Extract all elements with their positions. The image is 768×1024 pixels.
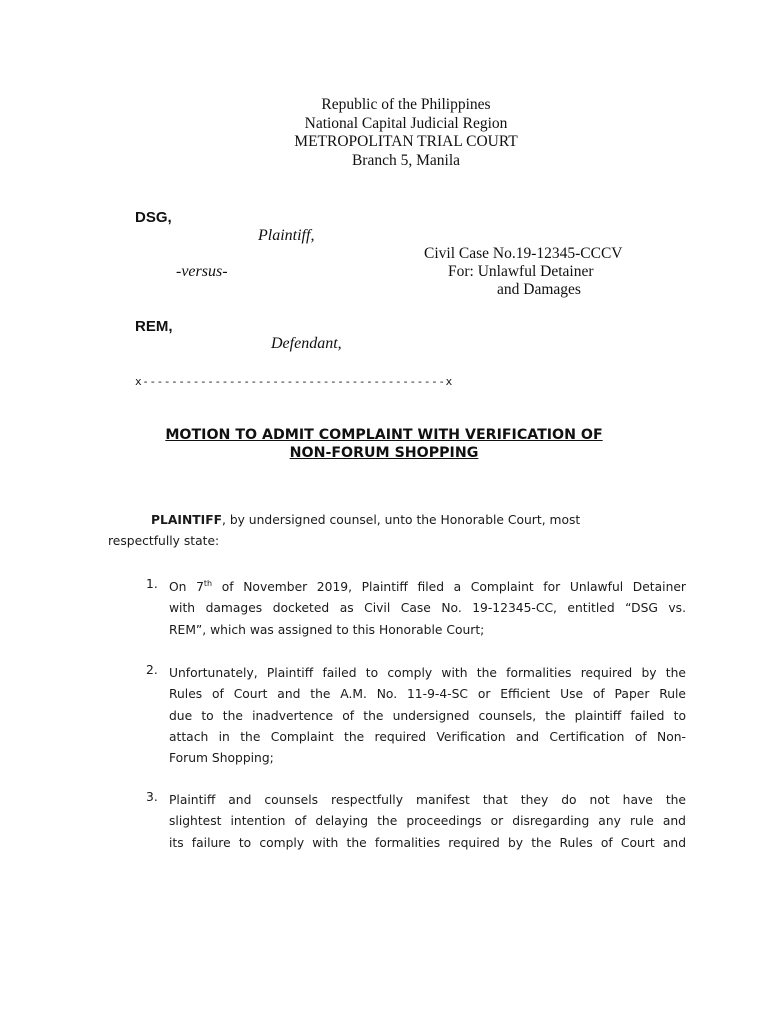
versus-label: -versus- — [176, 263, 228, 280]
intro-lead: PLAINTIFF — [151, 513, 222, 527]
header-court: METROPOLITAN TRIAL COURT — [294, 133, 518, 150]
case-number: Civil Case No.19-12345-CCCV — [424, 245, 623, 262]
p2-line3: due to the inadvertence of the undersigned counsels, the plaintiff failed to — [169, 708, 686, 723]
paragraph-number: 1. — [146, 577, 158, 591]
p2-line1: Unfortunately, Plaintiff failed to comply with the formalities required by the — [169, 666, 686, 680]
case-nature-line1: For: Unlawful Detainer — [448, 263, 594, 280]
paragraph-number: 3. — [146, 790, 158, 804]
defendant-name: REM, — [135, 318, 173, 335]
p2-line2: Rules of Court and the A.M. No. 11-9-4-SC or Efficient Use of Paper Rule — [169, 687, 686, 702]
intro-line1: , by undersigned counsel, unto the Honorable Court, most — [222, 513, 581, 527]
p1-line1-post: of November 2019, Plaintiff filed a Complaint for Unlawful Detainer — [212, 580, 686, 594]
p1-line2: with damages docketed as Civil Case No. 19-12345-CC, entitled “DSG vs. — [169, 601, 686, 616]
header-region: National Capital Judicial Region — [304, 114, 508, 132]
intro-line2: respectfully state: — [108, 534, 220, 548]
p2-line4: attach in the Complaint the required Verification and Certification of Non- — [169, 729, 686, 744]
intro-paragraph — [108, 510, 668, 552]
plaintiff-role: Plaintiff, — [258, 227, 315, 244]
p1-line3: REM”, which was assigned to this Honorable Court; — [169, 622, 485, 637]
p3-line1: Plaintiff and counsels respectfully manifest that they do not have the — [169, 793, 686, 807]
p3-line3: its failure to comply with the formalities required by the Rules of Court and — [169, 835, 686, 850]
motion-title-line2: NON-FORUM SHOPPING — [289, 445, 479, 461]
header-republic: Republic of the Philippines — [321, 96, 491, 113]
p1-line1-pre: On 7 — [169, 580, 204, 594]
p3-line2: slightest intention of delaying the proceedings or disregarding any rule and — [169, 814, 686, 829]
court-header — [0, 96, 768, 170]
motion-title-line1: MOTION TO ADMIT COMPLAINT WITH VERIFICATION OF — [165, 427, 603, 443]
p2-line5: Forum Shopping; — [169, 751, 274, 766]
defendant-role: Defendant, — [271, 335, 342, 352]
motion-title — [100, 426, 668, 462]
plaintiff-name: DSG, — [135, 209, 172, 226]
p1-line1-sup: th — [203, 578, 213, 588]
paragraph-number: 2. — [146, 663, 158, 677]
case-nature-line2: and Damages — [497, 281, 581, 298]
header-branch: Branch 5, Manila — [351, 151, 461, 169]
caption-separator: x------------------------------------------x — [135, 375, 453, 388]
